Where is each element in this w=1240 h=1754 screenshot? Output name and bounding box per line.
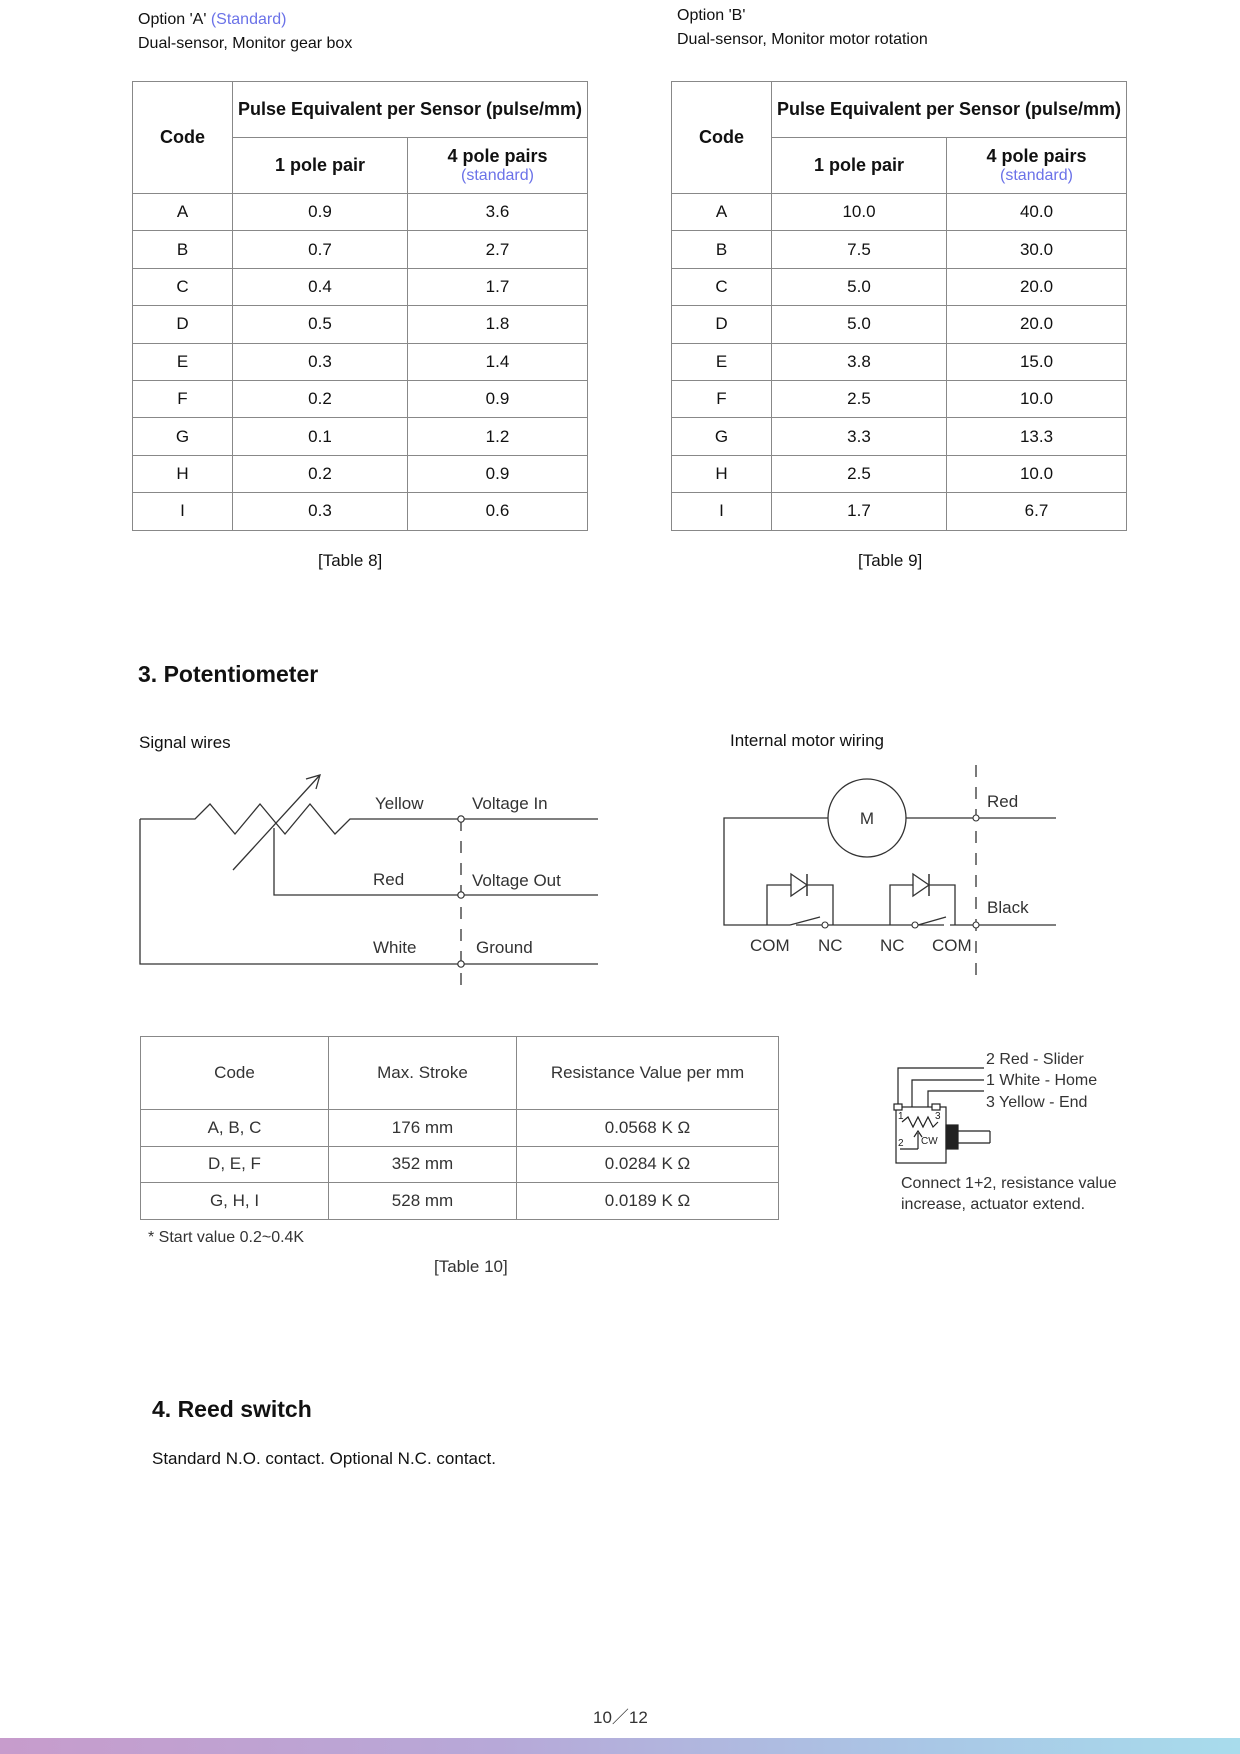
label-black-motor: Black (987, 898, 1029, 917)
table-row (141, 1110, 779, 1147)
cell-code: I (133, 493, 233, 530)
table-row (133, 380, 588, 417)
table-row (133, 306, 588, 343)
cell-code: D (133, 306, 233, 343)
table-10-header-stroke: Max. Stroke (329, 1037, 517, 1110)
cell-4-pole: 1.4 (408, 343, 588, 380)
cell-4-pole: 6.7 (947, 493, 1127, 530)
table-row (672, 194, 1127, 231)
table-9-header-4-pole-label: 4 pole pairs (986, 146, 1087, 166)
cell-4-pole: 10.0 (947, 380, 1127, 417)
motor-label: M (859, 809, 875, 828)
cell-1-pole: 10.0 (772, 194, 947, 231)
cell-1-pole: 3.3 (772, 418, 947, 455)
table-8-caption: [Table 8] (318, 551, 383, 570)
cell-1-pole: 2.5 (772, 380, 947, 417)
table-10-caption: [Table 10] (434, 1257, 508, 1276)
table-row (133, 194, 588, 231)
cell-resistance: 0.0284 K Ω (517, 1146, 779, 1183)
cell-code: B (672, 231, 772, 268)
table-row (133, 268, 588, 305)
table-row (672, 343, 1127, 380)
label-com-left: COM (750, 936, 790, 955)
pin-1-label: 1 White - Home (986, 1072, 1098, 1089)
cell-resistance: 0.0189 K Ω (517, 1183, 779, 1220)
cell-4-pole: 0.6 (408, 493, 588, 530)
cell-4-pole: 2.7 (408, 231, 588, 268)
table-10 (140, 1036, 779, 1220)
label-red-motor: Red (987, 792, 1019, 811)
cell-code: H (133, 455, 233, 492)
cell-1-pole: 5.0 (772, 268, 947, 305)
table-9-header-1-pole: 1 pole pair (772, 138, 947, 194)
cell-stroke: 352 mm (329, 1146, 517, 1183)
cell-code: B (133, 231, 233, 268)
cell-1-pole: 0.4 (233, 268, 408, 305)
cell-code: H (672, 455, 772, 492)
label-red: Red (373, 870, 405, 889)
cell-code: A (672, 194, 772, 231)
cell-1-pole: 0.7 (233, 231, 408, 268)
cell-1-pole: 5.0 (772, 306, 947, 343)
option-b-heading (677, 4, 928, 52)
cell-4-pole: 40.0 (947, 194, 1127, 231)
pot-bushing (946, 1125, 958, 1149)
label-voltage-in: Voltage In (472, 794, 548, 813)
cell-4-pole: 1.8 (408, 306, 588, 343)
potentiometer-pin-diagram (890, 1045, 1100, 1175)
terminal-ground (458, 961, 464, 967)
table-row (133, 418, 588, 455)
option-b-title: Option 'B' (677, 7, 746, 24)
reed-switch-text: Standard N.O. contact. Optional N.C. contact. (152, 1449, 496, 1468)
label-ground: Ground (476, 938, 533, 957)
table-8-standard-note: (standard) (461, 167, 534, 184)
table-8 (132, 81, 588, 531)
cell-code: D (672, 306, 772, 343)
table-8-header-1-pole: 1 pole pair (233, 138, 408, 194)
table-row (133, 455, 588, 492)
cell-4-pole: 13.3 (947, 418, 1127, 455)
cell-code: I (672, 493, 772, 530)
diode-right-bypass (890, 885, 955, 925)
cell-1-pole: 0.9 (233, 194, 408, 231)
pin-num-1: 1 (898, 1111, 904, 1122)
label-com-right: COM (932, 936, 972, 955)
table-row (672, 493, 1127, 530)
table-row (672, 306, 1127, 343)
signal-wires-diagram (130, 765, 610, 995)
cell-1-pole: 7.5 (772, 231, 947, 268)
cell-code: C (672, 268, 772, 305)
cell-4-pole: 3.6 (408, 194, 588, 231)
table-row (672, 268, 1127, 305)
internal-motor-wiring-label: Internal motor wiring (730, 731, 885, 750)
diode-left-icon (791, 874, 807, 896)
label-nc-right: NC (880, 936, 905, 955)
cell-code: E (672, 343, 772, 380)
connect-note (901, 1173, 1117, 1215)
cell-4-pole: 20.0 (947, 268, 1127, 305)
cell-4-pole: 0.9 (408, 380, 588, 417)
pin-2-label: 2 Red - Slider (986, 1051, 1084, 1068)
cell-code: F (672, 380, 772, 417)
internal-motor-wiring-diagram (714, 763, 1074, 983)
pin-3-label: 3 Yellow - End (986, 1094, 1088, 1111)
table-row (672, 231, 1127, 268)
cell-code: F (133, 380, 233, 417)
cell-code: D, E, F (141, 1146, 329, 1183)
label-white: White (373, 938, 417, 957)
option-a-title: Option 'A' (138, 11, 207, 28)
table-9-caption: [Table 9] (858, 551, 923, 570)
cell-4-pole: 10.0 (947, 455, 1127, 492)
cell-1-pole: 0.1 (233, 418, 408, 455)
cell-code: E (133, 343, 233, 380)
start-value-note: * Start value 0.2~0.4K (148, 1229, 305, 1246)
terminal-voltage-out (458, 892, 464, 898)
table-8-header-4-pole (408, 138, 588, 194)
label-voltage-out: Voltage Out (472, 871, 561, 890)
cell-4-pole: 1.2 (408, 418, 588, 455)
cw-label: CW (921, 1136, 938, 1147)
cell-4-pole: 30.0 (947, 231, 1127, 268)
table-row (141, 1146, 779, 1183)
table-row (133, 343, 588, 380)
motor-left-wire (724, 818, 828, 925)
table-8-header-code: Code (133, 82, 233, 194)
cell-1-pole: 0.2 (233, 380, 408, 417)
cell-code: A, B, C (141, 1110, 329, 1147)
table-9-header-code: Code (672, 82, 772, 194)
option-a-standard-tag: (Standard) (210, 11, 287, 28)
cell-code: C (133, 268, 233, 305)
table-row (141, 1183, 779, 1220)
option-a-subtitle: Dual-sensor, Monitor gear box (138, 35, 353, 52)
connect-note-line1: Connect 1+2, resistance value (901, 1175, 1117, 1192)
cell-code: G (672, 418, 772, 455)
cell-stroke: 528 mm (329, 1183, 517, 1220)
table-9-standard-note: (standard) (1000, 167, 1073, 184)
cell-1-pole: 3.8 (772, 343, 947, 380)
lead-red-slider (898, 1068, 984, 1107)
table-row (133, 493, 588, 530)
option-b-subtitle: Dual-sensor, Monitor motor rotation (677, 31, 928, 48)
lead-white-home (912, 1080, 984, 1107)
signal-wires-label: Signal wires (139, 733, 231, 752)
table-row (133, 231, 588, 268)
cell-code: A (133, 194, 233, 231)
diode-left-bypass (767, 885, 833, 925)
diode-right-icon (913, 874, 929, 896)
cell-resistance: 0.0568 K Ω (517, 1110, 779, 1147)
switch-right-arm (918, 917, 946, 925)
terminal-voltage-in (458, 816, 464, 822)
table-10-header-code: Code (141, 1037, 329, 1110)
table-8-header-group: Pulse Equivalent per Sensor (pulse/mm) (233, 82, 588, 138)
cell-code: G (133, 418, 233, 455)
cell-4-pole: 0.9 (408, 455, 588, 492)
cell-1-pole: 0.3 (233, 343, 408, 380)
table-row (672, 418, 1127, 455)
page-number: 10／12 (593, 1708, 648, 1727)
cell-1-pole: 0.2 (233, 455, 408, 492)
cell-4-pole: 15.0 (947, 343, 1127, 380)
table-10-header-resistance: Resistance Value per mm (517, 1037, 779, 1110)
connect-note-line2: increase, actuator extend. (901, 1196, 1086, 1213)
table-9-header-4-pole (947, 138, 1127, 194)
switch-left-arm (790, 917, 820, 925)
pin-num-2: 2 (898, 1138, 904, 1149)
table-8-header-4-pole-label: 4 pole pairs (447, 146, 548, 166)
table-9 (671, 81, 1127, 531)
cell-code: G, H, I (141, 1183, 329, 1220)
cell-4-pole: 20.0 (947, 306, 1127, 343)
label-yellow: Yellow (375, 794, 424, 813)
table-row (672, 455, 1127, 492)
cell-1-pole: 1.7 (772, 493, 947, 530)
pin-num-3: 3 (935, 1111, 941, 1122)
table-row (672, 380, 1127, 417)
cell-4-pole: 1.7 (408, 268, 588, 305)
cell-1-pole: 0.3 (233, 493, 408, 530)
footer-gradient-bar (0, 1738, 1240, 1754)
cell-stroke: 176 mm (329, 1110, 517, 1147)
reed-switch-section-title: 4. Reed switch (152, 1396, 312, 1422)
cell-1-pole: 0.5 (233, 306, 408, 343)
potentiometer-section-title: 3. Potentiometer (138, 661, 319, 687)
table-9-header-group: Pulse Equivalent per Sensor (pulse/mm) (772, 82, 1127, 138)
wiper-arrow-line (233, 775, 320, 870)
option-a-heading (138, 8, 352, 56)
cell-1-pole: 2.5 (772, 455, 947, 492)
label-nc-left: NC (818, 936, 843, 955)
